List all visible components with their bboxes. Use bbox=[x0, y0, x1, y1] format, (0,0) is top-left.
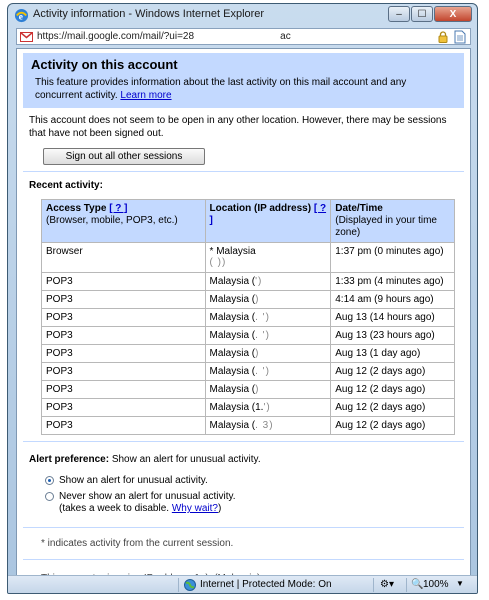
page-title: Activity on this account bbox=[31, 57, 178, 72]
location-cell: * Malaysia ( )) bbox=[205, 243, 331, 273]
alert-off-label: Never show an alert for unusual activity. bbox=[59, 491, 236, 502]
access-type-header: Access Type [ ? ] (Browser, mobile, POP3, etc.) bbox=[42, 200, 206, 243]
datetime-cell: Aug 12 (2 days ago) bbox=[331, 399, 455, 417]
title-bar bbox=[8, 4, 477, 26]
url-text[interactable]: https://mail.google.com/mail/?ui=28 ac bbox=[37, 31, 291, 42]
close-button[interactable]: X bbox=[434, 6, 472, 22]
access-type-cell: POP3 bbox=[42, 273, 206, 291]
why-wait-link[interactable]: Why wait? bbox=[171, 503, 218, 514]
internet-explorer-icon bbox=[14, 8, 29, 23]
access-type-cell: POP3 bbox=[42, 363, 206, 381]
divider bbox=[23, 527, 464, 528]
datetime-cell: 1:37 pm (0 minutes ago) bbox=[331, 243, 455, 273]
table-row bbox=[42, 363, 455, 381]
location-cell: Malaysia () bbox=[205, 381, 331, 399]
gmail-icon bbox=[20, 32, 33, 42]
svg-text:e: e bbox=[18, 12, 23, 23]
minimize-button[interactable]: – bbox=[388, 6, 410, 22]
intro-text: This feature provides information about the last activity on this mail account and any concurrent activity. Learn more bbox=[35, 77, 407, 101]
location-cell: Malaysia (') bbox=[205, 273, 331, 291]
table-row bbox=[42, 243, 455, 273]
maximize-button[interactable]: ☐ bbox=[411, 6, 433, 22]
globe-icon bbox=[184, 579, 196, 591]
page-content bbox=[16, 48, 471, 579]
table-row bbox=[42, 273, 455, 291]
window-title: Activity information - Windows Internet Explorer bbox=[33, 8, 265, 20]
status-separator bbox=[373, 578, 374, 592]
alert-off-option[interactable] bbox=[45, 491, 470, 515]
protected-mode-icon[interactable]: ⚙▾ bbox=[380, 579, 394, 590]
alert-off-radio[interactable] bbox=[45, 492, 54, 501]
datetime-cell: Aug 13 (23 hours ago) bbox=[331, 327, 455, 345]
location-cell: Malaysia (. ') bbox=[205, 309, 331, 327]
access-type-cell: POP3 bbox=[42, 417, 206, 435]
activity-table bbox=[41, 199, 455, 435]
table-row bbox=[42, 291, 455, 309]
access-type-cell: POP3 bbox=[42, 309, 206, 327]
table-row bbox=[42, 417, 455, 435]
alert-off-note: (takes a week to disable. Why wait?) bbox=[59, 503, 222, 514]
browser-window bbox=[7, 3, 478, 594]
learn-more-link[interactable]: Learn more bbox=[120, 90, 172, 101]
window-controls bbox=[387, 6, 472, 22]
access-type-cell: POP3 bbox=[42, 327, 206, 345]
divider bbox=[23, 441, 464, 442]
zoom-level[interactable]: 100% bbox=[423, 579, 449, 590]
signout-wrap bbox=[43, 148, 470, 165]
current-session-footnote: * indicates activity from the current session. bbox=[41, 538, 234, 549]
alert-on-label: Show an alert for unusual activity. bbox=[59, 475, 208, 486]
divider bbox=[23, 559, 464, 560]
info-header bbox=[23, 53, 464, 108]
divider bbox=[23, 171, 464, 172]
location-cell: Malaysia (. ') bbox=[205, 363, 331, 381]
chevron-down-icon[interactable]: ▼ bbox=[456, 579, 464, 588]
access-type-cell: POP3 bbox=[42, 291, 206, 309]
access-type-cell: Browser bbox=[42, 243, 206, 273]
location-cell: Malaysia () bbox=[205, 345, 331, 363]
datetime-cell: Aug 12 (2 days ago) bbox=[331, 363, 455, 381]
table-row bbox=[42, 309, 455, 327]
status-separator bbox=[178, 578, 179, 592]
table-row bbox=[42, 345, 455, 363]
access-type-cell: POP3 bbox=[42, 381, 206, 399]
alert-preference: Alert preference: Show an alert for unusual activity. bbox=[29, 454, 261, 465]
recent-activity-label: Recent activity: bbox=[29, 180, 103, 191]
location-cell: Malaysia (. ') bbox=[205, 327, 331, 345]
location-cell: Malaysia () bbox=[205, 291, 331, 309]
table-row bbox=[42, 327, 455, 345]
table-row bbox=[42, 399, 455, 417]
location-header: Location (IP address) [ ? ] bbox=[205, 200, 331, 243]
security-zone-text[interactable]: Internet | Protected Mode: On bbox=[200, 579, 332, 590]
datetime-cell: 4:14 am (9 hours ago) bbox=[331, 291, 455, 309]
alert-on-option[interactable] bbox=[45, 475, 470, 487]
access-type-cell: POP3 bbox=[42, 399, 206, 417]
status-bar bbox=[8, 575, 477, 593]
datetime-header: Date/Time (Displayed in your time zone) bbox=[331, 200, 455, 243]
access-type-cell: POP3 bbox=[42, 345, 206, 363]
status-separator bbox=[406, 578, 407, 592]
datetime-cell: Aug 12 (2 days ago) bbox=[331, 381, 455, 399]
datetime-cell: Aug 12 (2 days ago) bbox=[331, 417, 455, 435]
datetime-cell: Aug 13 (1 day ago) bbox=[331, 345, 455, 363]
access-type-help-link[interactable]: [ ? ] bbox=[109, 203, 128, 214]
alert-on-radio[interactable] bbox=[45, 476, 54, 485]
datetime-cell: Aug 13 (14 hours ago) bbox=[331, 309, 455, 327]
location-help-link[interactable]: [ ? ] bbox=[209, 203, 327, 226]
table-header-row bbox=[42, 200, 455, 243]
address-bar[interactable] bbox=[16, 28, 471, 45]
location-cell: Malaysia (1.') bbox=[205, 399, 331, 417]
sign-out-other-sessions-button[interactable]: Sign out all other sessions bbox=[43, 148, 205, 165]
lock-icon[interactable] bbox=[438, 31, 448, 43]
table-row bbox=[42, 381, 455, 399]
session-notice: This account does not seem to be open in any other location. However, there may be sessions that have not been signed out. bbox=[29, 115, 447, 139]
zoom-icon[interactable]: 🔍 bbox=[411, 579, 424, 590]
location-cell: Malaysia (. 3) bbox=[205, 417, 331, 435]
page-icon[interactable] bbox=[454, 30, 466, 44]
datetime-cell: 1:33 pm (4 minutes ago) bbox=[331, 273, 455, 291]
